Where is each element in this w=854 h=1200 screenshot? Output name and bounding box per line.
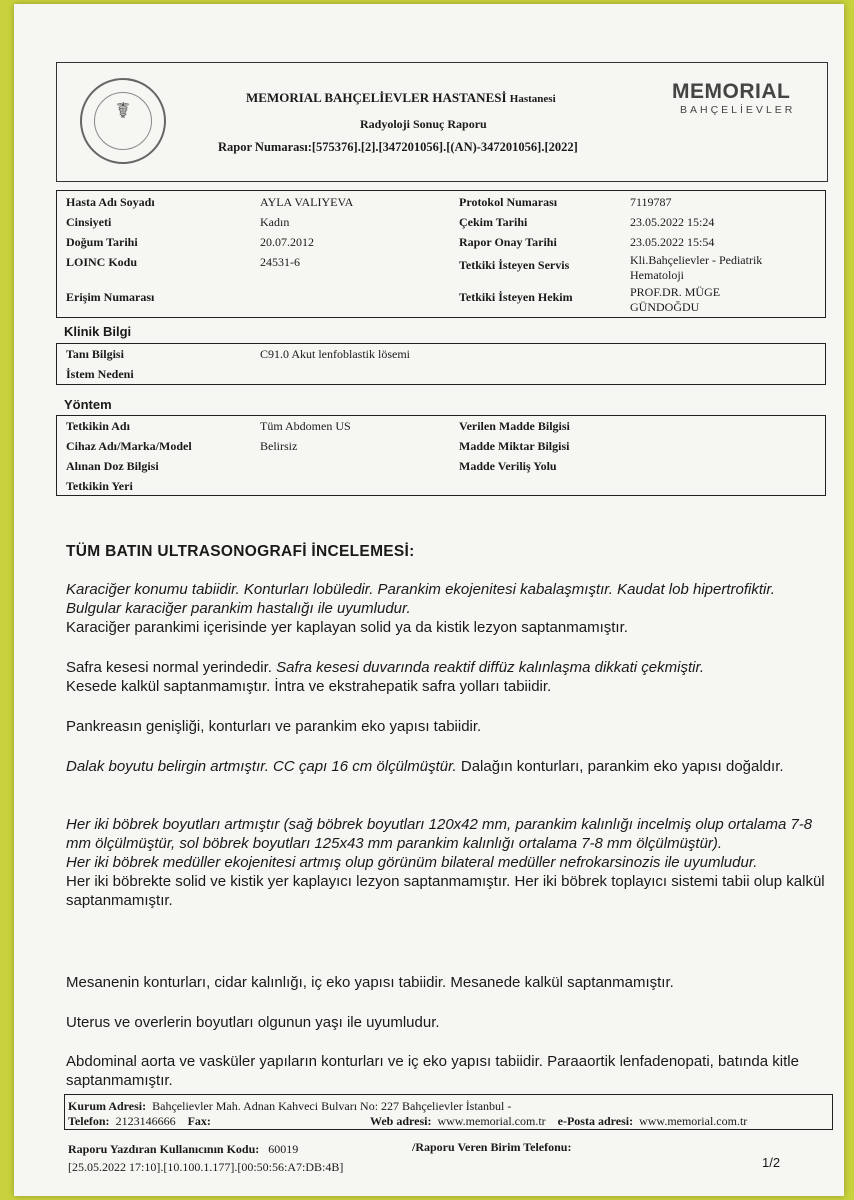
device-label: Cihaz Adı/Marka/Model <box>66 439 192 453</box>
address-line: Kurum Adresi: Bahçelievler Mah. Adnan Kahveci Bulvarı No: 227 Bahçelievler İstanbul - <box>68 1099 512 1113</box>
patient-name: AYLA VALIYEVA <box>260 195 354 209</box>
route-label: Madde Veriliş Yolu <box>459 459 557 473</box>
phone-line: Telefon: 2123146666 Fax: <box>68 1114 211 1128</box>
report-title: Radyoloji Sonuç Raporu <box>360 117 487 131</box>
service-value-1: Kli.Bahçelievler - Pediatrik <box>630 253 763 267</box>
method-table <box>56 415 826 496</box>
sex-label: Cinsiyeti <box>66 215 112 229</box>
dose-label: Alınan Doz Bilgisi <box>66 459 159 473</box>
reason-label: İstem Nedeni <box>66 367 134 381</box>
page-number: 1/2 <box>762 1155 781 1170</box>
gallbladder-paragraph: Safra kesesi normal yerindedir. Safra kesesi duvarında reaktif diffüz kalınlaşma dikkati çekmiştir. Kesede kalkül saptanmamıştır. İntra ve ekstrahepatik safra yolları tabiidir. <box>66 659 705 695</box>
dob-value: 20.07.2012 <box>260 235 314 249</box>
pancreas-paragraph: Pankreasın genişliği, konturları ve parankim eko yapısı tabiidir. <box>66 718 482 735</box>
access-number-label: Erişim Numarası <box>66 290 155 304</box>
clinical-table <box>56 343 826 385</box>
loinc-value: 24531-6 <box>260 255 300 269</box>
sex-value: Kadın <box>260 215 290 229</box>
protocol-label: Protokol Numarası <box>459 195 558 209</box>
diagnosis-label: Tanı Bilgisi <box>66 347 124 361</box>
shot-date-label: Çekim Tarihi <box>459 215 528 229</box>
memorial-logo: MEMORIAL <box>672 80 791 103</box>
substance-label: Verilen Madde Bilgisi <box>459 419 570 433</box>
amount-label: Madde Miktar Bilgisi <box>459 439 570 453</box>
dob-label: Doğum Tarihi <box>66 235 138 249</box>
memorial-logo-sub: BAHÇELİEVLER <box>680 104 796 116</box>
doctor-value-2: GÜNDOĞDU <box>630 300 700 314</box>
kidney-paragraph: Her iki böbrek boyutları artmıştır (sağ böbrek boyutları 120x42 mm, parankim kalınlığı incelmiş olup ortalama 7-8 mm ölçülmüştür, sol böbrek boyutları 125x43 mm parankim kalınlığı ortalama 7-8 mm ölçülmüştür). Her iki böbrek medüller ekojenitesi artmış olup görünüm bilateral medüller nefrokarsinozis ile uyumludur. Her iki böbrekte solid ve kistik yer kaplayıcı lezyon saptanmamıştır. Her iki böbrek toplayıcı sistemi tabii olup kalkül saptanmamıştır. <box>66 816 825 909</box>
uterus-paragraph: Uterus ve overlerin boyutları olgunun yaşı ile uyumludur. <box>66 1014 440 1031</box>
diagnosis-value: C91.0 Akut lenfoblastik lösemi <box>260 347 410 361</box>
exam-heading: TÜM BATIN ULTRASONOGRAFİ İNCELEMESİ: <box>66 543 415 560</box>
bladder-paragraph: Mesanenin konturları, cidar kalınlığı, iç eko yapısı tabiidir. Mesanede kalkül saptanmamıştır. <box>66 974 674 991</box>
print-info: [25.05.2022 17:10].[10.100.1.177].[00:50:56:A7:DB:4B] <box>68 1160 344 1174</box>
hospital-name: MEMORIAL BAHÇELİEVLER HASTANESİ Hastanesi <box>246 90 556 105</box>
clinical-section-title: Klinik Bilgi <box>64 324 132 339</box>
report-number: Rapor Numarası:[575376].[2].[347201056].[(AN)-347201056].[2022] <box>218 140 578 154</box>
doctor-label: Tetkiki İsteyen Hekim <box>459 290 573 304</box>
loinc-label: LOINC Kodu <box>66 255 138 269</box>
device-value: Belirsiz <box>260 439 298 453</box>
printer-line: Raporu Yazdıran Kullanıcının Kodu: 60019 <box>68 1142 299 1156</box>
approval-date-label: Rapor Onay Tarihi <box>459 235 557 249</box>
test-label: Tetkikin Adı <box>66 419 130 433</box>
web-line: Web adresi: www.memorial.com.tr e-Posta adresi: www.memorial.com.tr <box>370 1114 748 1128</box>
spleen-paragraph: Dalak boyutu belirgin artmıştır. CC çapı 16 cm ölçülmüştür. Dalağın konturları, parankim eko yapısı doğaldır. <box>66 758 784 775</box>
service-label: Tetkiki İsteyen Servis <box>459 258 570 272</box>
aorta-paragraph: Abdominal aorta ve vasküler yapıların konturları ve iç eko yapısı tabiidir. Paraaortik lenfadenopati, batında kitle saptanmamıştır. <box>66 1053 799 1089</box>
method-section-title: Yöntem <box>64 397 112 412</box>
patient-name-label: Hasta Adı Soyadı <box>66 195 155 209</box>
approval-date-value: 23.05.2022 15:54 <box>630 235 715 249</box>
service-value-2: Hematoloji <box>630 268 684 282</box>
doctor-value-1: PROF.DR. MÜGE <box>630 285 721 299</box>
place-label: Tetkikin Yeri <box>66 479 133 493</box>
ministry-seal-icon: ☤ <box>80 78 166 164</box>
unit-phone-label: /Raporu Veren Birim Telefonu: <box>412 1140 572 1154</box>
test-value: Tüm Abdomen US <box>260 419 351 433</box>
liver-paragraph: Karaciğer konumu tabiidir. Konturları lobüledir. Parankim ekojenitesi kabalaşmıştır. Kaudat lob hipertrofiktir. Bulgular karaciğer parankim hastalığı ile uyumludur. Karaciğer parankimi içerisinde yer kaplayan solid ya da kistik lezyon saptanmamıştır. <box>66 581 775 636</box>
shot-date-value: 23.05.2022 15:24 <box>630 215 715 229</box>
protocol-value: 7119787 <box>630 195 672 209</box>
